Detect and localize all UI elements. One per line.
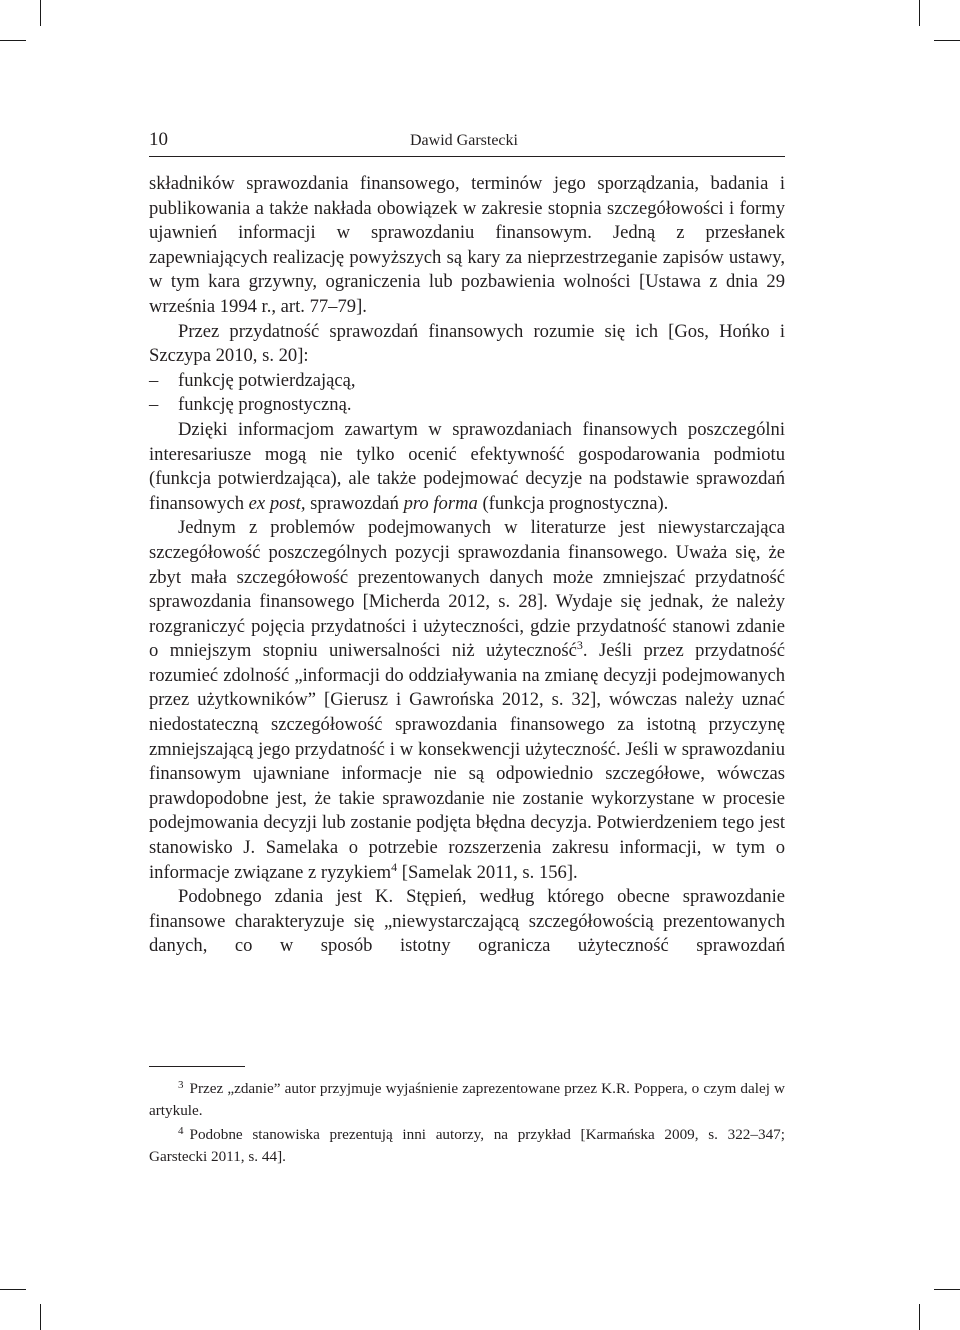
- crop-mark-bottom-right: [919, 1304, 920, 1330]
- footnotes: [149, 1075, 785, 1167]
- paragraph-4-text: . Jeśli przez przydatność rozumieć zdolność „informacji do oddziaływania na zmianę decyzji podejmowanych przez użytkowników” [Gierusz i Gawrońska 2012, s. 32], wówczas należy uznać niedostateczną szczegółowość sprawozdania finansowego za istotną przyczynę zmniejszającą jego przydatność i w konsekwencji użyteczność. Jeśli w sprawozdaniu finansowym ujawniane informacje nie są odpowiednio szczegółowe, wówczas prawdopodobne jest, że takie sprawozdanie nie zostanie wykorzystane w procesie podejmowania decyzji lub zostanie podjęta błędna decyzja. Potwierdzeniem tego jest stanowisko J. Samelaka o potrzebie rozszerzenia zakresu informacji, w tym o informacje związane z ryzykiem: [149, 640, 786, 883]
- paragraph-3-text: sprawozdań: [305, 492, 404, 514]
- paragraph-3: [149, 418, 785, 516]
- paragraph-3-text: Dzięki informacjom zawartym w sprawozdaniach finansowych poszczególni interesariusze mogą nie tylko ocenić efektywność gospodarowania podmiotu (funkcja potwierdzająca), ale także podejmować decyzje na podstawie sprawozdań finansowych: [149, 418, 785, 514]
- running-head-author: Dawid Garstecki: [410, 132, 518, 149]
- list-item: [149, 393, 785, 418]
- footnote-mark: 3: [178, 1079, 184, 1091]
- crop-mark-top-left: [40, 0, 41, 26]
- page-header: [149, 128, 785, 157]
- crop-mark-left-bottom: [0, 1289, 26, 1290]
- crop-mark-right-bottom: [934, 1289, 960, 1290]
- footnote-4: [149, 1121, 785, 1167]
- crop-mark-bottom-left: [40, 1304, 41, 1330]
- list-item-text: funkcję potwierdzającą,: [178, 369, 356, 391]
- paragraph-4-text: Jednym z problemów podejmowanych w literaturze jest niewystarczająca szczegółowość poszczególnych pozycji sprawozdania finansowego. Uważa się, że zbyt mała szczegółowość prezentowanych danych może zmniejszać przydatność sprawozdania finansowego [Micherda 2012, s. 28]. Wydaje się jednak, że należy rozgraniczyć pojęcia przydatności i użyteczności, gdzie przydatność stanowi zdanie o mniejszym stopniu uniwersalności niż użyteczność: [149, 517, 785, 662]
- body-text: [149, 172, 785, 959]
- footnote-ref-4[interactable]: 4: [391, 859, 398, 874]
- page-number: 10: [149, 129, 168, 150]
- paragraph-3-text: (funkcja prognostyczna).: [477, 492, 669, 514]
- function-list: [149, 369, 785, 418]
- paragraph-2: Przez przydatność sprawozdań finansowych rozumie się ich [Gos, Hońko i Szczypa 2010, s. 20]:: [149, 320, 785, 367]
- crop-mark-left-top: [0, 40, 26, 41]
- paragraph-4-text: [Samelak 2011, s. 156].: [397, 861, 578, 883]
- crop-mark-top-right: [919, 0, 920, 26]
- paragraph-5: Podobnego zdania jest K. Stępień, według którego obecne sprawozdanie finansowe charakteryzuje się „niewystarczającą szczegółowością prezentowanych danych, co w sposób istotny ogranicza użyteczność sprawozdań: [149, 886, 785, 957]
- footnote-text: Podobne stanowiska prezentują inni autorzy, na przykład [Karmańska 2009, s. 322–347; Garstecki 2011, s. 44].: [149, 1126, 785, 1165]
- paragraph-1: składników sprawozdania finansowego, terminów jego sporządzania, badania i publikowania a także nakłada obowiązek w zakresie stopnia szczegółowości i formy ujawnień informacji w sprawozdaniu finansowym. Jedną z przesłanek zapewniających realizację powyższych są kary za nieprzestrzeganie zapisów ustawy, w tym kara grzywny, ograniczenia lub pozbawienia wolności [Ustawa z dnia 29 września 1994 r., art. 77–79].: [149, 173, 785, 317]
- list-dash: –: [149, 369, 159, 391]
- italic-term: pro forma: [403, 492, 478, 514]
- footnote-3: [149, 1075, 785, 1121]
- list-dash: –: [149, 394, 159, 416]
- footnote-divider: [149, 1066, 245, 1067]
- italic-term: ex post,: [248, 492, 306, 514]
- list-item-text: funkcję prognostyczną.: [178, 394, 352, 416]
- list-item: [149, 369, 785, 394]
- paragraph-4: [149, 516, 785, 885]
- crop-mark-right-top: [934, 40, 960, 41]
- footnote-text: Przez „zdanie” autor przyjmuje wyjaśnienie zaprezentowane przez K.R. Poppera, o czym dalej w artykule.: [149, 1080, 785, 1119]
- footnote-mark: 4: [178, 1125, 184, 1137]
- footnote-ref-3[interactable]: 3: [576, 638, 583, 653]
